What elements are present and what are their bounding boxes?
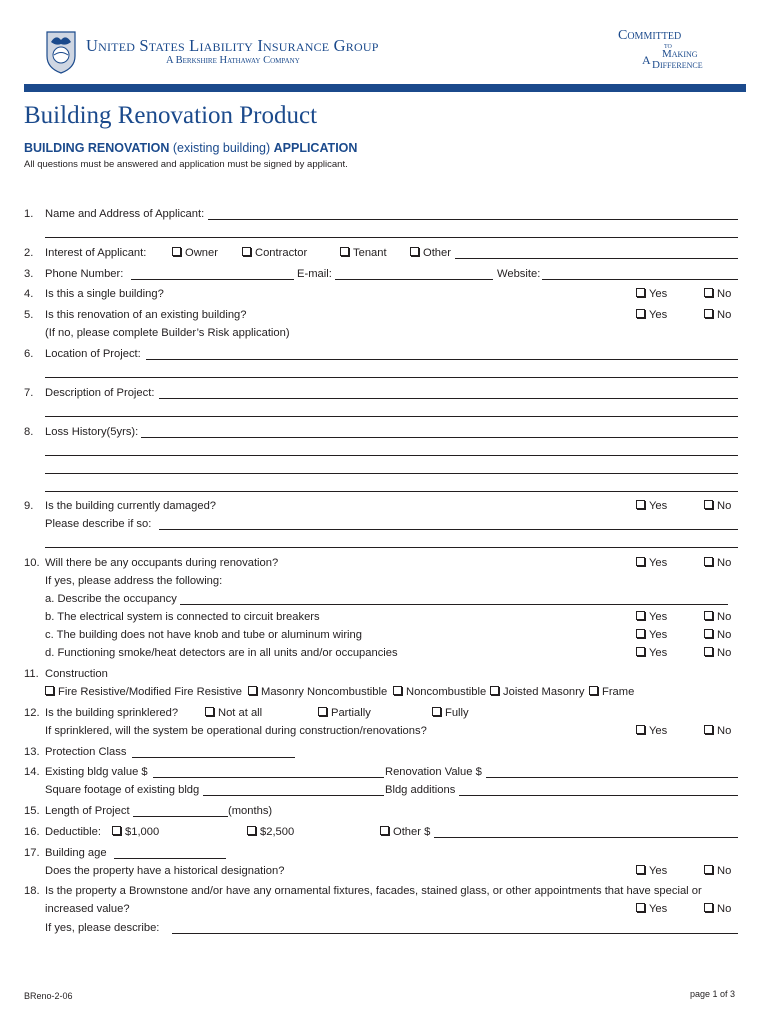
company-logo — [44, 28, 78, 74]
q9-label: Is the building currently damaged? — [45, 500, 217, 512]
q3-label: Phone Number: — [45, 268, 124, 280]
checkbox-icon — [380, 826, 389, 835]
q2-number: 2. — [24, 247, 34, 259]
q4-label: Is this a single building? — [45, 288, 164, 300]
q3-email-field[interactable] — [335, 279, 493, 280]
q17-no-option[interactable] — [704, 865, 731, 878]
q12-yes-option[interactable] — [636, 725, 667, 738]
page-number: page 1 of 3 — [690, 989, 736, 999]
q3-phone-field[interactable] — [131, 279, 294, 280]
q15-number: 15. — [24, 805, 40, 817]
yes-label: Yes — [649, 557, 668, 569]
q1-address-field[interactable] — [45, 237, 738, 238]
q9-yes-option[interactable] — [636, 500, 667, 513]
q14-existing-value-field[interactable] — [153, 777, 384, 778]
q16-1000-label: $1,000 — [125, 826, 160, 838]
company-name: United States Liability Insurance Group — [86, 36, 379, 55]
q6-location-field-2[interactable] — [45, 377, 738, 378]
q11-frame-label: Frame — [602, 686, 635, 698]
checkbox-icon — [636, 865, 645, 874]
q12-not-label: Not at all — [218, 707, 263, 719]
q13-number: 13. — [24, 746, 40, 758]
q2-other-option[interactable] — [410, 247, 451, 260]
q16-other-option[interactable] — [380, 826, 430, 839]
q11-joisted-label: Joisted Masonry — [503, 686, 585, 698]
q5-label: Is this renovation of an existing building? — [45, 309, 247, 321]
checkbox-icon — [636, 611, 645, 620]
no-label: No — [717, 725, 732, 737]
q12-no-option[interactable] — [704, 725, 731, 738]
checkbox-icon — [172, 247, 181, 256]
q10a-occupancy-field[interactable] — [180, 604, 728, 605]
q9-describe-field[interactable] — [159, 529, 738, 530]
q10-label: Will there be any occupants during renovation? — [45, 557, 279, 569]
q13-protection-field[interactable] — [132, 757, 295, 758]
q2-owner-label: Owner — [185, 247, 218, 259]
checkbox-icon — [340, 247, 349, 256]
yes-label: Yes — [649, 725, 668, 737]
q12-fully-option[interactable] — [432, 707, 469, 720]
yes-label: Yes — [649, 288, 668, 300]
q12-followup: If sprinklered, will the system be operational during construction/renovations? — [45, 725, 427, 737]
no-label: No — [717, 500, 732, 512]
yes-label: Yes — [649, 500, 668, 512]
header-bar — [24, 84, 746, 92]
q18-describe-label: If yes, please describe: — [45, 922, 160, 934]
no-label: No — [717, 647, 732, 659]
q3-website-field[interactable] — [542, 279, 738, 280]
tagline-committed: Committed — [618, 28, 682, 43]
q9-describe-field-2[interactable] — [45, 547, 738, 548]
q5-note: (If no, please complete Builder’s Risk application) — [45, 327, 290, 339]
q7-description-field[interactable] — [159, 398, 738, 399]
q6-number: 6. — [24, 348, 34, 360]
checkbox-icon — [704, 903, 713, 912]
q1-number: 1. — [24, 208, 34, 220]
checkbox-icon — [636, 647, 645, 656]
q2-tenant-option[interactable] — [340, 247, 387, 260]
checkbox-icon — [45, 686, 54, 695]
q18-label-continued: increased value? — [45, 903, 130, 915]
q10d-no-option[interactable] — [704, 647, 731, 660]
tagline — [612, 28, 732, 72]
q16-1000-option[interactable] — [112, 826, 159, 839]
q17-age-field[interactable] — [114, 858, 226, 859]
yes-label: Yes — [649, 647, 668, 659]
q12-fully-label: Fully — [445, 707, 469, 719]
checkbox-icon — [704, 557, 713, 566]
q12-number: 12. — [24, 707, 40, 719]
q11-noncomb-option[interactable] — [393, 686, 486, 699]
checkbox-icon — [704, 647, 713, 656]
tagline-making: Making — [662, 48, 698, 60]
q4-yes-option[interactable] — [636, 288, 667, 301]
checkbox-icon — [636, 309, 645, 318]
subtitle-bold-2: APPLICATION — [273, 141, 358, 155]
q10c-yes-option[interactable] — [636, 629, 667, 642]
checkbox-icon — [704, 865, 713, 874]
q14-label: Existing bldg value $ — [45, 766, 148, 778]
q11-fire-option[interactable] — [45, 686, 242, 699]
checkbox-icon — [410, 247, 419, 256]
q2-contractor-label: Contractor — [255, 247, 308, 259]
q2-other-field[interactable] — [455, 258, 738, 259]
checkbox-icon — [704, 500, 713, 509]
q16-2500-label: $2,500 — [260, 826, 295, 838]
yes-label: Yes — [649, 903, 668, 915]
no-label: No — [717, 903, 732, 915]
q18-number: 18. — [24, 885, 40, 897]
q5-number: 5. — [24, 309, 34, 321]
q8-loss-field-2[interactable] — [45, 455, 738, 456]
checkbox-icon — [636, 500, 645, 509]
q4-number: 4. — [24, 288, 34, 300]
q8-label: Loss History(5yrs): — [45, 426, 139, 438]
checkbox-icon — [490, 686, 499, 695]
q8-number: 8. — [24, 426, 34, 438]
checkbox-icon — [589, 686, 598, 695]
q7-label: Description of Project: — [45, 387, 155, 399]
q14-renovation-field[interactable] — [486, 777, 738, 778]
q12-partially-label: Partially — [331, 707, 371, 719]
q11-joisted-option[interactable] — [490, 686, 584, 699]
q16-number: 16. — [24, 826, 40, 838]
q3-email-label: E-mail: — [297, 268, 332, 280]
q1-label: Name and Address of Applicant: — [45, 208, 205, 220]
yes-label: Yes — [649, 309, 668, 321]
q9-no-option[interactable] — [704, 500, 731, 513]
tagline-a: A — [642, 53, 651, 67]
q14-additions-label: Bldg additions — [385, 784, 456, 796]
no-label: No — [717, 309, 732, 321]
q2-contractor-option[interactable] — [242, 247, 307, 260]
checkbox-icon — [636, 288, 645, 297]
q10-no-option[interactable] — [704, 557, 731, 570]
checkbox-icon — [704, 725, 713, 734]
q16-2500-option[interactable] — [247, 826, 294, 839]
q13-label: Protection Class — [45, 746, 127, 758]
q6-label: Location of Project: — [45, 348, 141, 360]
company-subtitle: A Berkshire Hathaway Company — [166, 55, 300, 66]
no-label: No — [717, 288, 732, 300]
q10a-label: a. Describe the occupancy — [45, 593, 177, 605]
q12-partially-option[interactable] — [318, 707, 371, 720]
q10-ifyes: If yes, please address the following: — [45, 575, 223, 587]
yes-label: Yes — [649, 611, 668, 623]
q17-historical-label: Does the property have a historical designation? — [45, 865, 285, 877]
q18-describe-field[interactable] — [172, 933, 738, 934]
q14-additions-field[interactable] — [459, 795, 738, 796]
q8-loss-field-3[interactable] — [45, 473, 738, 474]
no-label: No — [717, 557, 732, 569]
q1-name-field[interactable] — [208, 219, 738, 220]
q7-number: 7. — [24, 387, 34, 399]
q2-other-label: Other — [423, 247, 451, 259]
q10b-label: b. The electrical system is connected to circuit breakers — [45, 611, 320, 623]
q8-loss-field-4[interactable] — [45, 491, 738, 492]
checkbox-icon — [636, 725, 645, 734]
q10c-no-option[interactable] — [704, 629, 731, 642]
q14-sqft-label: Square footage of existing bldg — [45, 784, 200, 796]
q10c-label: c. The building does not have knob and tube or aluminum wiring — [45, 629, 362, 641]
q3-website-label: Website: — [497, 268, 541, 280]
checkbox-icon — [636, 629, 645, 638]
q11-masonry-option[interactable] — [248, 686, 387, 699]
q5-no-option[interactable] — [704, 309, 731, 322]
checkbox-icon — [636, 903, 645, 912]
q11-label: Construction — [45, 668, 108, 680]
q14-renovation-label: Renovation Value $ — [385, 766, 482, 778]
q11-masonry-label: Masonry Noncombustible — [261, 686, 388, 698]
checkbox-icon — [704, 309, 713, 318]
checkbox-icon — [704, 629, 713, 638]
checkbox-icon — [247, 826, 256, 835]
q10b-yes-option[interactable] — [636, 611, 667, 624]
q11-noncomb-label: Noncombustible — [406, 686, 487, 698]
q10b-no-option[interactable] — [704, 611, 731, 624]
q11-fire-label: Fire Resistive/Modified Fire Resistive — [58, 686, 243, 698]
q14-sqft-field[interactable] — [203, 795, 384, 796]
no-label: No — [717, 629, 732, 641]
q16-label: Deductible: — [45, 826, 101, 838]
q11-frame-option[interactable] — [589, 686, 634, 699]
q17-label: Building age — [45, 847, 107, 859]
q18-label: Is the property a Brownstone and/or have any ornamental fixtures, facades, stained glass, or other appointments that have special or — [45, 885, 702, 897]
q5-yes-option[interactable] — [636, 309, 667, 322]
yes-label: Yes — [649, 629, 668, 641]
instructions: All questions must be answered and application must be signed by applicant. — [24, 159, 348, 170]
q10d-yes-option[interactable] — [636, 647, 667, 660]
q15-label: Length of Project — [45, 805, 130, 817]
q10-yes-option[interactable] — [636, 557, 667, 570]
q16-other-field[interactable] — [434, 837, 738, 838]
checkbox-icon — [393, 686, 402, 695]
q17-yes-option[interactable] — [636, 865, 667, 878]
tagline-difference: Difference — [652, 59, 703, 71]
page-title: Building Renovation Product — [24, 102, 318, 129]
q12-label: Is the building sprinklered? — [45, 707, 179, 719]
q4-no-option[interactable] — [704, 288, 731, 301]
q18-no-option[interactable] — [704, 903, 731, 916]
q12-not-option[interactable] — [205, 707, 262, 720]
form-id: BReno-2-06 — [24, 991, 73, 1001]
checkbox-icon — [205, 707, 214, 716]
checkbox-icon — [248, 686, 257, 695]
checkbox-icon — [318, 707, 327, 716]
form-subtitle — [24, 141, 357, 155]
q14-number: 14. — [24, 766, 40, 778]
q11-number: 11. — [24, 668, 39, 680]
checkbox-icon — [704, 611, 713, 620]
q15-months-label: (months) — [228, 805, 273, 817]
q10-number: 10. — [24, 557, 40, 569]
checkbox-icon — [432, 707, 441, 716]
q3-number: 3. — [24, 268, 34, 280]
no-label: No — [717, 611, 732, 623]
q2-owner-option[interactable] — [172, 247, 218, 260]
q6-location-field[interactable] — [146, 359, 738, 360]
q15-length-field[interactable] — [133, 816, 228, 817]
q2-label: Interest of Applicant: — [45, 247, 147, 259]
no-label: No — [717, 865, 732, 877]
checkbox-icon — [704, 288, 713, 297]
checkbox-icon — [112, 826, 121, 835]
q7-description-field-2[interactable] — [45, 416, 738, 417]
q2-tenant-label: Tenant — [353, 247, 387, 259]
q18-yes-option[interactable] — [636, 903, 667, 916]
subtitle-normal: (existing building) — [172, 141, 271, 155]
checkbox-icon — [636, 557, 645, 566]
q8-loss-field[interactable] — [141, 437, 738, 438]
q17-number: 17. — [24, 847, 40, 859]
q16-other-label: Other $ — [393, 826, 431, 838]
checkbox-icon — [242, 247, 251, 256]
q9-describe-label: Please describe if so: — [45, 518, 152, 530]
tagline-to: to — [664, 41, 672, 50]
q9-number: 9. — [24, 500, 34, 512]
subtitle-bold-1: BUILDING RENOVATION — [24, 141, 170, 155]
yes-label: Yes — [649, 865, 668, 877]
q10d-label: d. Functioning smoke/heat detectors are in all units and/or occupancies — [45, 647, 398, 659]
